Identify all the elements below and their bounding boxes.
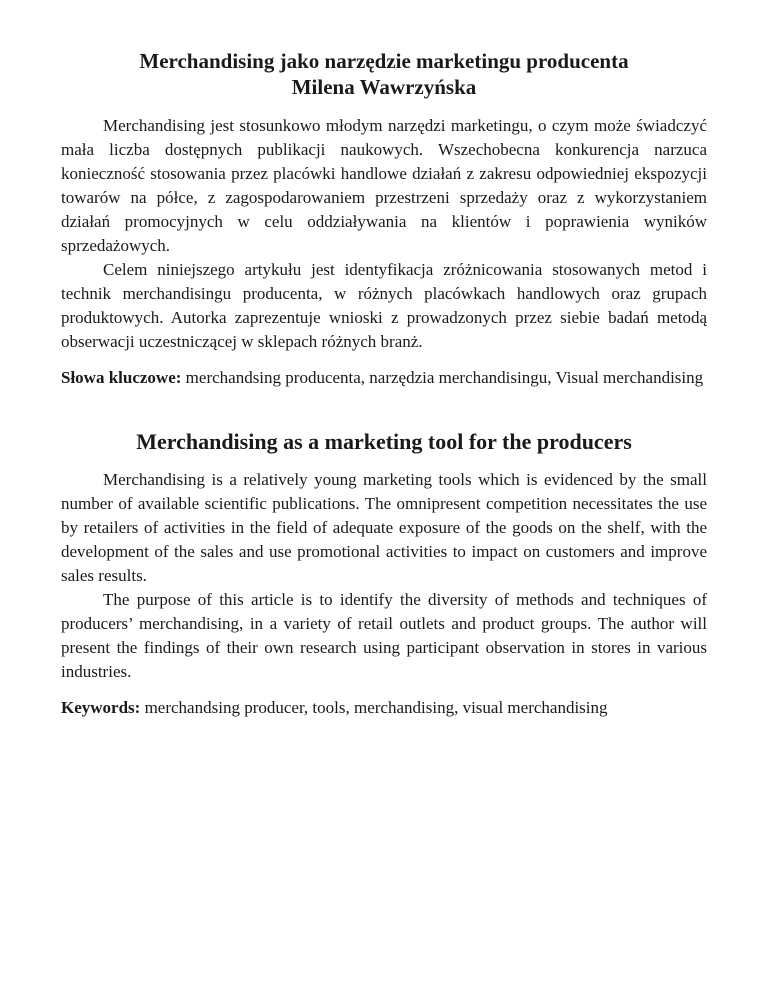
polish-keywords-label: Słowa kluczowe: [61,368,182,387]
document-page [61,48,707,720]
polish-keywords [61,366,707,390]
polish-abstract-paragraph-2: Celem niniejszego artykułu jest identyfikacja zróżnicowania stosowanych metod i technik merchandisingu producenta, w różnych placówkach handlowych oraz grupach produktowych. Autorka zaprezentuje wnioski z prowadzonych przez siebie badań metodą obserwacji uczestniczącej w sklepach różnych branż. [61,260,707,351]
english-keywords-text: merchandsing producer, tools, merchandising, visual merchandising [144,698,608,717]
english-abstract-paragraph-2: The purpose of this article is to identify the diversity of methods and techniques of producers’ merchandising, in a variety of retail outlets and product groups. The author will present the findings of their own research using participant observation in stores in various industries. [61,590,707,681]
polish-abstract-paragraph-1: Merchandising jest stosunkowo młodym narzędzi marketingu, o czym może świadczyć mała liczba dostępnych publikacji naukowych. Wszechobecna konkurencja narzuca konieczność stosowania przez placówki handlowe działań z zakresu odpowiedniej ekspozycji towarów na półce, z zagospodarowaniem przestrzeni sprzedaży oraz z wykorzystaniem działań promocyjnych w celu oddziaływania na klientów i poprawienia wyników sprzedażowych. [61,116,707,255]
english-abstract-paragraph-1: Merchandising is a relatively young marketing tools which is evidenced by the small number of available scientific publications. The omnipresent competition necessitates the use by retailers of activities in the field of adequate exposure of the goods on the shelf, with the development of the sales and use promotional activities to impact on customers and improve sales results. [61,470,707,585]
english-keywords-label: Keywords: [61,698,141,717]
english-keywords [61,696,707,720]
author-name: Milena Wawrzyńska [291,75,477,99]
polish-keywords-text: merchandsing producenta, narzędzia merchandisingu, Visual merchandising [185,368,704,387]
english-title: Merchandising as a marketing tool for the producers [136,429,632,454]
polish-title: Merchandising jako narzędzie marketingu producenta [139,49,629,73]
